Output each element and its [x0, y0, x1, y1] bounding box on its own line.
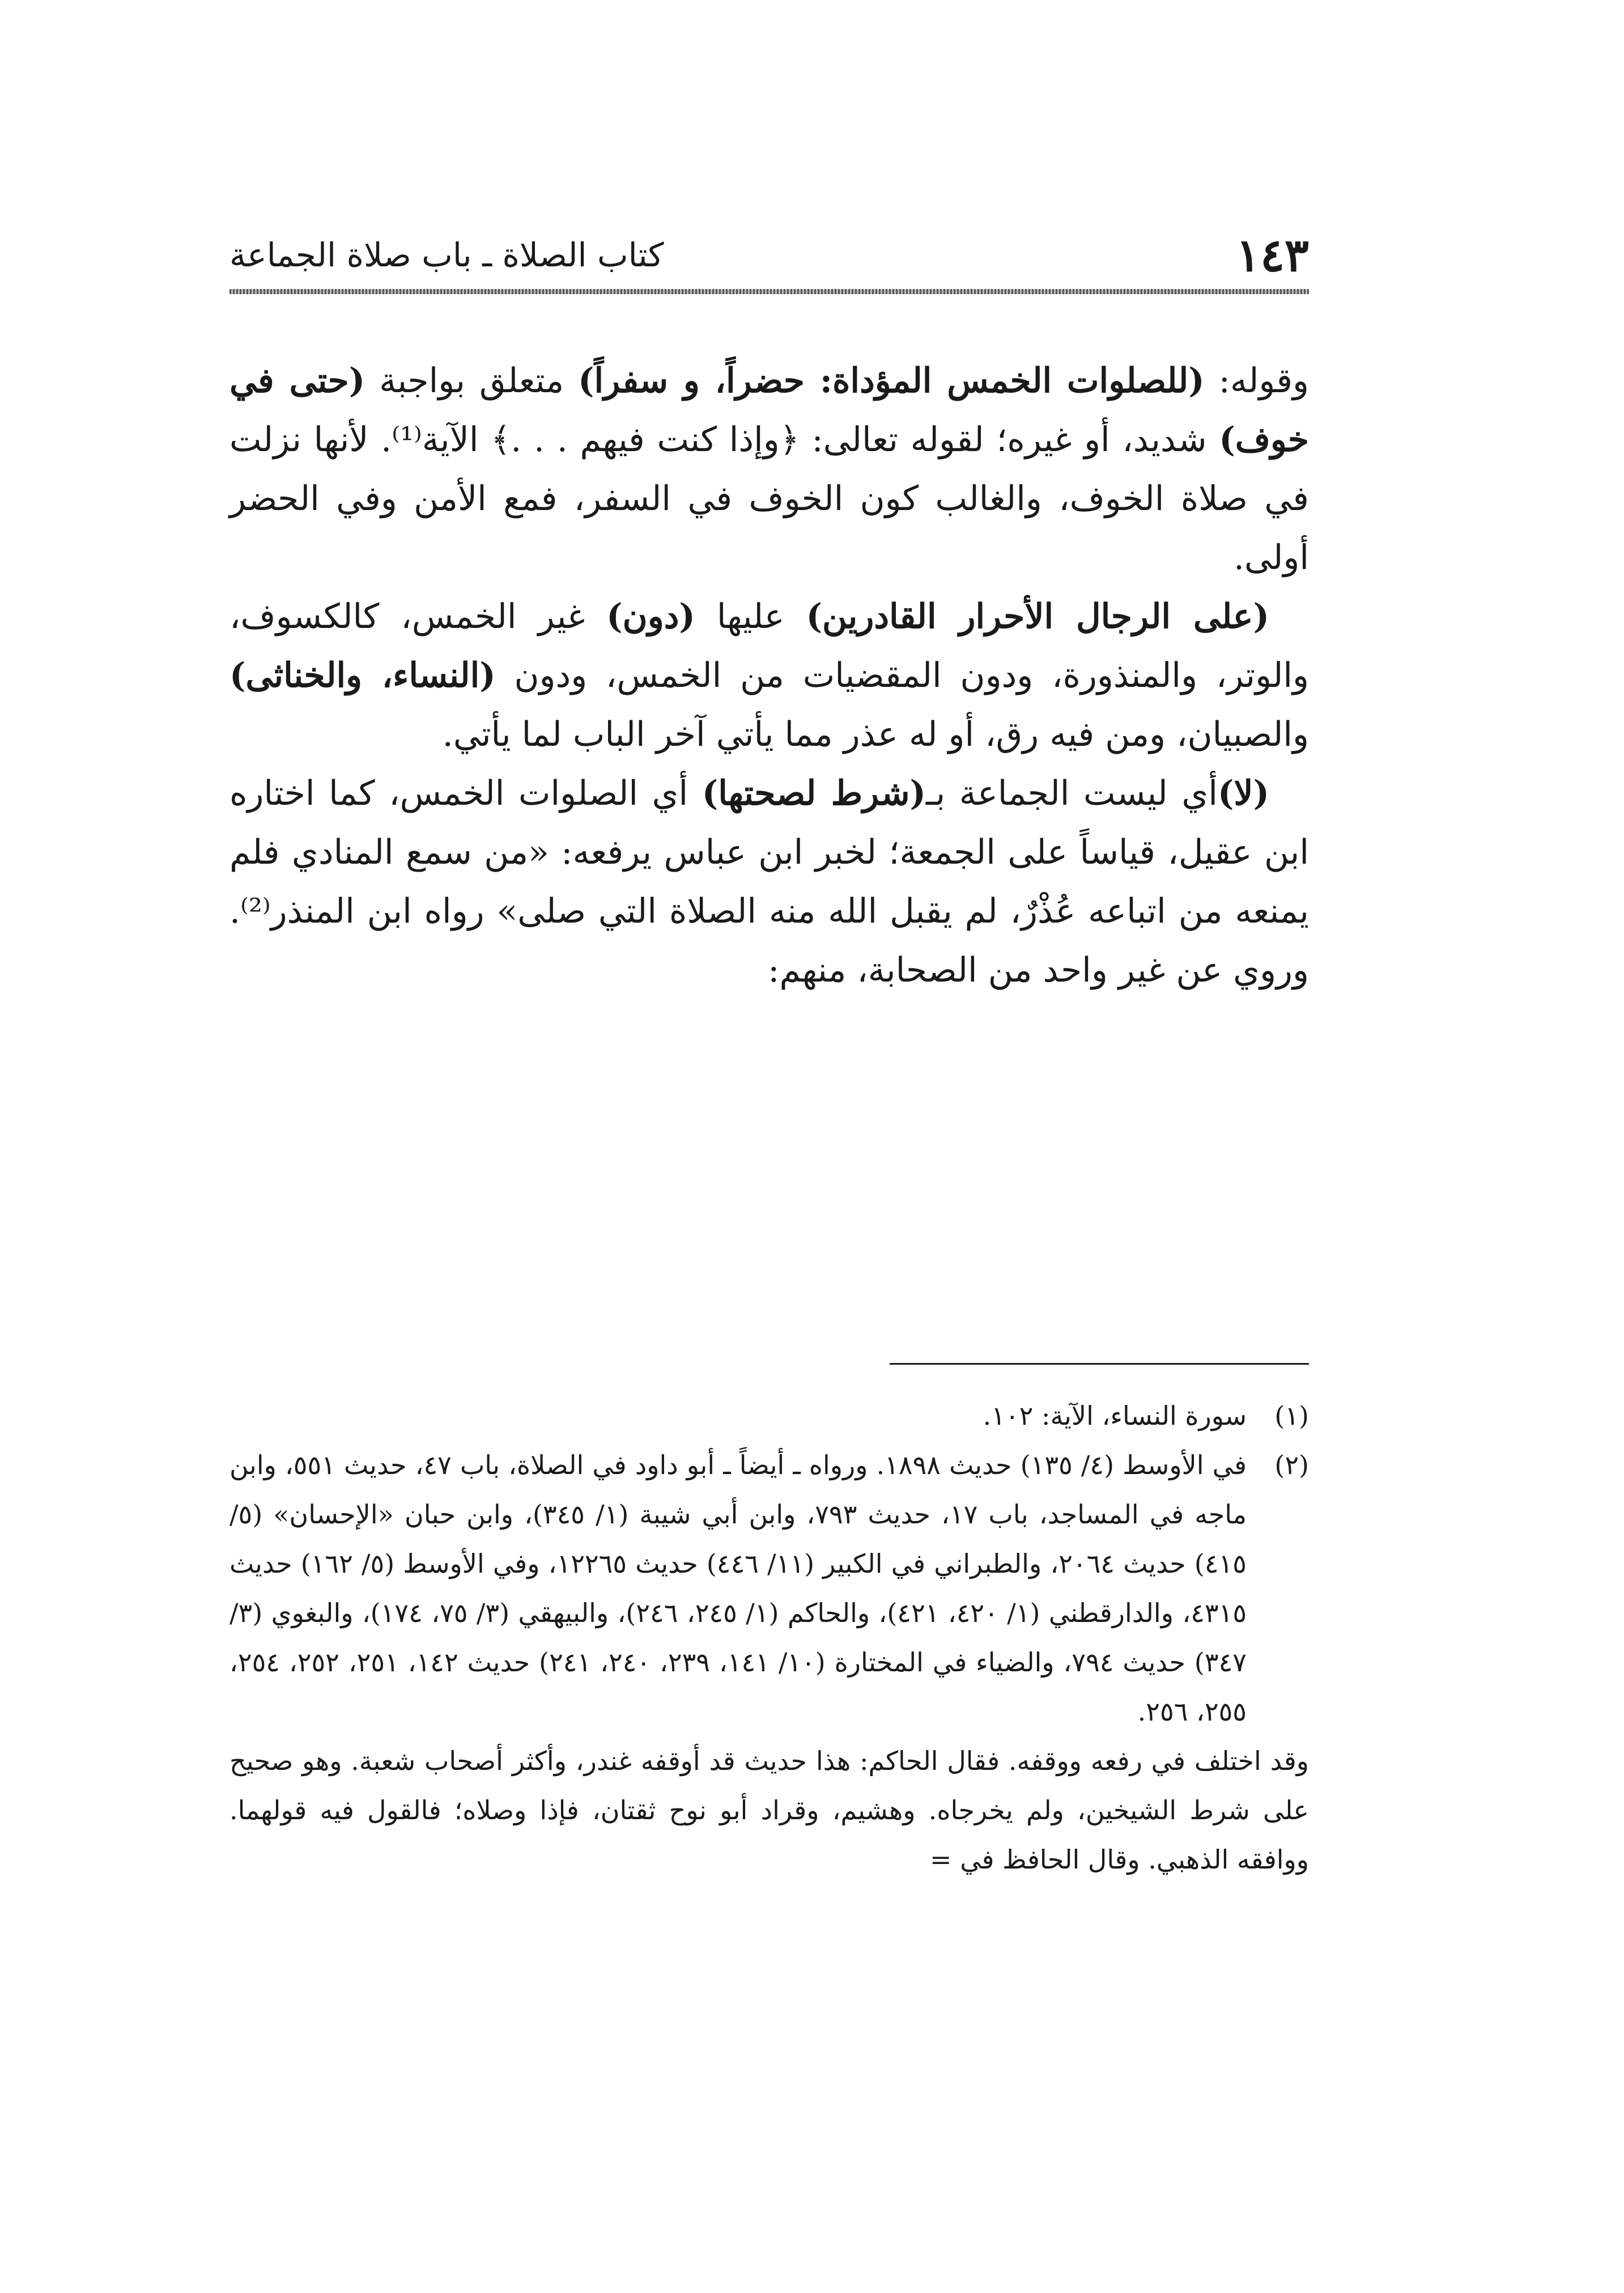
footnote-text: سورة النساء، الآية: ١٠٢. [983, 1400, 1247, 1431]
matn-quote: (حتى في خوف) [229, 361, 1309, 460]
footnote-2 [229, 1441, 1309, 1736]
running-title: كتاب الصلاة ـ باب صلاة الجماعة [229, 236, 664, 274]
text-run: أي الصلوات الخمس، كما اختاره ابن عقيل، قياساً على الجمعة؛ لخبر ابن عباس يرفعه: «من سمع المنادي فلم يمنعه من اتباعه عُذْرٌ، لم يقبل الله منه الصلاة التي صلى» رواه ابن المنذر⁽²⁾. وروي عن غير واحد من الصحابة، منهم: [229, 774, 1309, 990]
footnote-2-continuation: وقد اختلف في رفعه ووقفه. فقال الحاكم: هذا حديث قد أوقفه غندر، وأكثر أصحاب شعبة. وهو صحيح على شرط الشيخين، ولم يخرجاه. وهشيم، وقراد أبو نوح ثقتان، فإذا وصلاه؛ فالقول فيه قولهما. ووافقه الذهبي. وقال الحافظ في = [229, 1746, 1309, 1875]
matn-quote: (للصلوات الخمس المؤداة: حضراً، و سفراً) [578, 361, 1205, 401]
text-run: والصبيان، ومن فيه رق، أو له عذر مما يأتي آخر الباب لما يأتي. [442, 715, 1309, 754]
paragraph-3 [229, 764, 1309, 1000]
main-text [229, 351, 1309, 1000]
page-header [229, 224, 1309, 286]
text-run: أي ليست الجماعة بـ [925, 774, 1218, 813]
text-run: متعلق بواجبة [365, 361, 579, 401]
footnote-number: (٢) [1274, 1450, 1309, 1480]
matn-quote: (النساء، والخناثى) [229, 656, 496, 695]
footnote-divider [890, 1363, 1309, 1365]
text-run: عليها [695, 597, 806, 636]
text-run: غير الخمس، كالكسوف، والوتر، والمنذورة، ودون المقضيات من الخمس، ودون [229, 597, 1309, 695]
footnote-number: (١) [1274, 1400, 1309, 1431]
page-number: ١٤٣ [1236, 228, 1309, 282]
header-divider [229, 289, 1309, 294]
matn-quote: (على الرجال الأحرار القادرين) [806, 597, 1269, 636]
paragraph-1 [229, 351, 1309, 587]
matn-quote: (دون) [606, 597, 695, 636]
footnote-text: في الأوسط (٤/ ١٣٥) حديث ١٨٩٨. ورواه ـ أيضاً ـ أبو داود في الصلاة، باب ٤٧، حديث ٥٥١، وابن ماجه في المساجد، باب ١٧، حديث ٧٩٣، وابن أبي شيبة (١/ ٣٤٥)، وابن حبان «الإحسان» (٥/ ٤١٥) حديث ٢٠٦٤، والطبراني في الكبير (١١/ ٤٤٦) حديث ١٢٢٦٥، وفي الأوسط (٥/ ١٦٢) حديث ٤٣١٥، والدارقطني (١/ ٤٢٠، ٤٢١)، والحاكم (١/ ٢٤٥، ٢٤٦)، والبيهقي (٣/ ٧٥، ١٧٤)، والبغوي (٣/ ٣٤٧) حديث ٧٩٤، والضياء في المختارة (١٠/ ١٤١، ٢٣٩، ٢٤٠، ٢٤١) حديث ١٤٢، ٢٥١، ٢٥٢، ٢٥٤، ٢٥٥، ٢٥٦. [229, 1450, 1247, 1727]
matn-quote: (لا) [1218, 774, 1270, 813]
matn-quote: (شرط لصحتها) [702, 774, 926, 813]
paragraph-2 [229, 587, 1309, 764]
footnotes [229, 1391, 1309, 1884]
text-run: وقوله: [1204, 361, 1309, 401]
text-run: شديد، أو غيره؛ لقوله تعالى: ﴿وإذا كنت فيهم . . .﴾ الآية⁽¹⁾. لأنها نزلت في صلاة الخوف، والغالب كون الخوف في السفر، فمع الأمن وفي الحضر أولى. [229, 420, 1309, 578]
footnote-1 [229, 1391, 1309, 1441]
